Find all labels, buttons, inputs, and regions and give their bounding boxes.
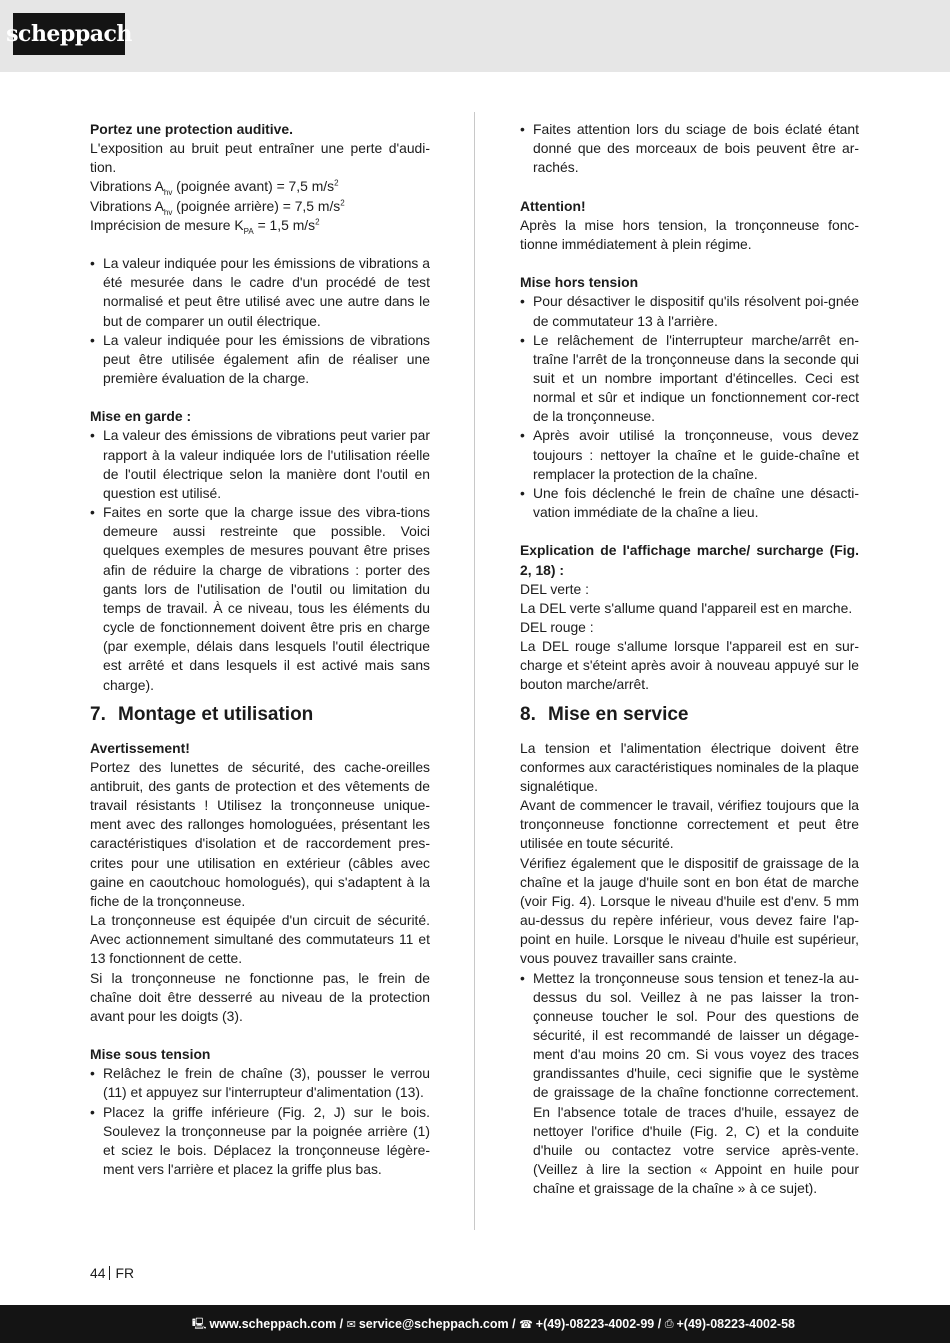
noise-text: L'exposition au bruit peut entraîner une perte d'audi-tion. [90,140,430,176]
power-off-list [520,292,859,522]
vibration-rear: Vibrations $A_{hv}$ (poignée arrière) = 7,5 $m/s^2$ [90,197,345,217]
power-on-list [90,1064,430,1179]
left-column [90,120,430,1179]
warning-list [90,426,430,694]
startup-list [520,969,859,1199]
list-item: • Faites attention lors du sciage de bois éclaté étant donné que des morceaux de bois peuvent être ar-rachés. [520,120,859,177]
computer-icon: 🖳 [191,1317,207,1330]
page-header [0,0,950,72]
scheppach-logo: scheppach [13,13,125,55]
footer-email[interactable]: service@scheppach.com / [358,1317,516,1331]
section-heading-7: 7. Montage et utilisation [90,703,314,725]
display-explanation-title: Explication de l'affichage marche/ surcharge (Fig. 2, 18) : [520,542,859,578]
measurement-uncertainty: Imprécision de mesure $K_{PA} = 1,5$ $m/s^2$ [90,216,320,236]
list-item: • La valeur des émissions de vibrations peut varier par rapport à la valeur indiquée lors de l'utilisation réelle de l'outil électrique selon la manière dont l'outil en question est utilisé. [90,426,430,503]
paragraph: Avant de commencer le travail, vérifiez toujours que la tronçonneuse fonctionne correctement et peut être utilisée en toute sécurité. [520,797,859,852]
list-item: • Placez la griffe inférieure (Fig. 2, J) sur le bois. Soulevez la tronçonneuse par la poignée arrière (1) et sciez le bois. Déplacez la tronçonneuse légère-ment vers l'arrière et placez la griffe plus bas. [90,1103,430,1180]
paragraph: Si la tronçonneuse ne fonctionne pas, le frein de chaîne doit être desserré au niveau de la protection avant pour les doigts (3). [90,969,430,1024]
vibration-front: Vibrations $A_{hv}$ (poignée avant) = 7,5 $m/s^2$ [90,178,339,198]
footer-fax: +(49)-08223-4002-58 [676,1317,795,1331]
paragraph: Portez des lunettes de sécurité, des cache-oreilles antibruit, des gants de protection et des vêtements de travail résistants ! Utilisez la tronçonneuse unique-ment avec des rallonges homologuées, présentant les caractéristiques d'isolation et de raccordement pres-crites pour une utilisation en extérieur (câbles avec gaine en caoutchouc homologués), qui s'adaptent à la fiche de la tronçonneuse. [90,758,430,909]
power-on-title: Mise sous tension [90,1046,211,1063]
del-green-text: La DEL verte s'allume quand l'appareil est en marche. [520,599,853,616]
vibration-list [90,254,430,388]
list-item: • Relâchez le frein de chaîne (3), pousser le verrou (11) et appuyez sur l'interrupteur d'alimentation (13). [90,1064,430,1102]
paragraph: La tronçonneuse est équipée d'un circuit de sécurité. Avec actionnement simultané des commutateurs 11 et 13 fonctionnent de cette. [90,912,430,967]
fax-icon: ⎙ [664,1317,674,1330]
list-item: • Mettez la tronçonneuse sous tension et tenez-la au-dessus du sol. Veillez à ne pas laisser la tron-çonneuse toucher le sol. Pour des questions de sécurité, il est recommandé de laisser un dégage-ment d'au moins 20 cm. Si vous voyez des traces grandissantes d'huile, ceci signifie que le système de graissage de la chaîne fonctionne correctement. En l'absence totale de traces d'huile, essayez de nettoyer l'orifice d'huile (Fig. 2, C) et la conduite d'huile ou contactez votre service après-vente. (Veillez à lire la section « Appoint en huile pour chaîne et graissage de la chaîne » à ce sujet). [520,969,859,1199]
list-item: • Après avoir utilisé la tronçonneuse, vous devez toujours : nettoyer la chaîne et le guide-chaîne et remplacer la protection de la chaîne. [520,426,859,483]
list-item: • Pour désactiver le dispositif qu'ils résolvent poi-gnée de commutateur 13 à l'arrière. [520,292,859,330]
warning-title: Mise en garde : [90,408,192,425]
page-footer [0,1305,950,1343]
envelope-icon: ✉ [346,1318,356,1331]
paragraph: La tension et l'alimentation électrique doivent être conformes aux caractéristiques nominales de la plaque signalétique. [520,739,859,794]
paragraph: Après la mise hors tension, la tronçonneuse fonc-tionne immédiatement à plein régime. [520,216,859,252]
section-heading-8: 8. Mise en service [520,703,689,725]
del-red-text: La DEL rouge s'allume lorsque l'appareil est en sur-charge et s'éteint après avoir à nouveau appuyé sur le bouton marche/arrêt. [520,638,859,693]
telephone-icon: ☎ [519,1318,533,1331]
list-item: • La valeur indiquée pour les émissions de vibrations peut être utilisée également afin de réaliser une première évaluation de la charge. [90,331,430,388]
list-item: • Faites en sorte que la charge issue des vibra-tions demeure aussi restreinte que possible. Voici quelques exemples de mesures pouvant être prises afin de réduire la charge de vibrations : porter des gants lors de l'utilisation de l'outil ou limitation du temps de travail. À ce niveau, tous les éléments du cycle de fonctionnement doivent être pris en charge (par exemple, délais dans lesquels l'outil électrique est arrêté et dans lesquels il est activé mais sans charge). [90,503,430,695]
del-red-label: DEL rouge : [520,619,594,636]
power-off-title: Mise hors tension [520,274,639,291]
list-item: • Le relâchement de l'interrupteur marche/arrêt en-traîne l'arrêt de la tronçonneuse dans la seconde qui suit et un nombre important d'étincelles. Ceci est normal et sûr et indique un fonctionnement cor-rect de la tronçonneuse. [520,331,859,427]
page-number: 44 FR [90,1265,134,1281]
list-item: • La valeur indiquée pour les émissions de vibrations a été mesurée dans le cadre d'un procédé de test normalisé et peut être utilisé avec une autre dans le but de comparer un outil électrique. [90,254,430,331]
attention-title: Attention! [520,197,586,214]
footer-phone: +(49)-08223-4002-99 / [535,1317,662,1331]
column-divider [474,112,475,1230]
right-column [520,120,859,1198]
list-item: • Une fois déclenché le frein de chaîne une désacti-vation immédiate de la chaîne a lieu. [520,484,859,522]
avertissement-title: Avertissement! [90,739,190,756]
del-green-label: DEL verte : [520,580,589,597]
footer-website[interactable]: www.scheppach.com / [209,1317,344,1331]
paragraph: Vérifiez également que le dispositif de graissage de la chaîne et la jauge d'huile sont en bon état de marche (voir Fig. 4). Lorsque le niveau d'huile est d'env. 5 mm au-dessus du repère inférieur, vous devez faire l'ap-point en huile. Lorsque le niveau d'huile est supérieur, vous pouvez travailler sans crainte. [520,854,859,967]
noise-title: Portez une protection auditive. [90,121,293,137]
sawing-list [520,120,859,177]
